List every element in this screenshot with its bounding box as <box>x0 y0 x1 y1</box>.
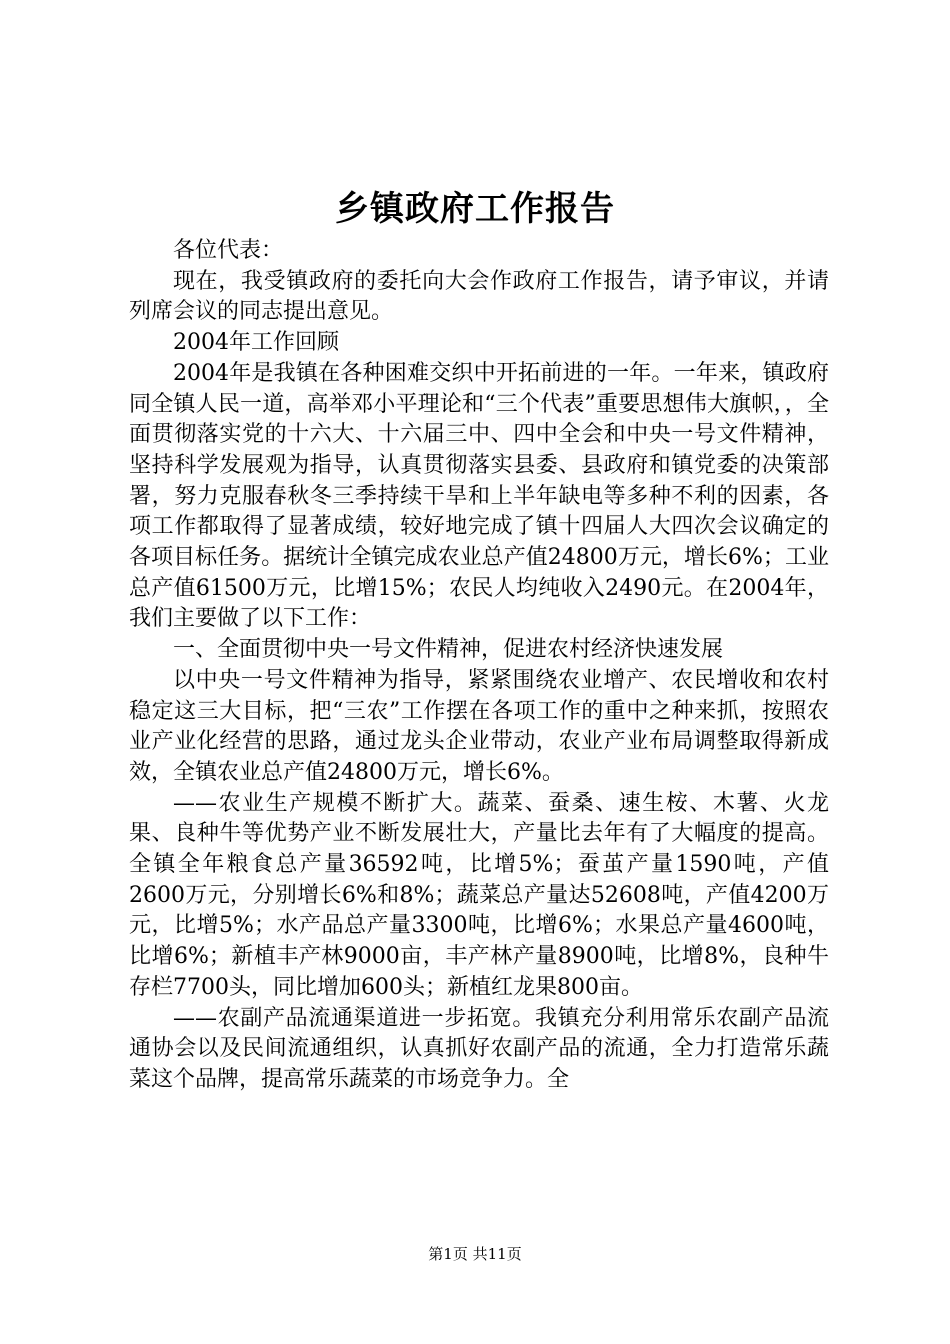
page-footer: 第1页 共11页 <box>428 1245 522 1263</box>
paragraph-agriculture: 以中央一号文件精神为指导，紧紧围绕农业增产、农民增收和农村稳定这三大目标，把“三农”工作摆在各项工作的重中之种来抓，按照农业产业化经营的思路，通过龙头企业带动，农业产业布局调整取得新成效，全镇农业总产值24800万元，增长6%。 <box>129 667 829 785</box>
paragraph-intro: 现在，我受镇政府的委托向大会作政府工作报告，请予审议，并请列席会议的同志提出意见。 <box>129 268 829 325</box>
paragraph-salutation: 各位代表： <box>173 238 284 263</box>
section-heading-review: 2004年工作回顾 <box>173 330 339 356</box>
document-body <box>129 236 829 1096</box>
section-heading-one: 一、全面贯彻中央一号文件精神，促进农村经济快速发展 <box>173 637 724 663</box>
paragraph-review-summary: 2004年是我镇在各种困难交织中开拓前进的一年。一年来，镇政府同全镇人民一道，高举邓小平理论和“三个代表”重要思想伟大旗帜，，全面贯彻落实党的十六大、十六届三中、四中全会和中央一号文件精神，坚持科学发展观为指导，认真贯彻落实县委、县政府和镇党委的决策部署，努力克服春秋冬三季持续干旱和上半年缺电等多种不利的因素，各项工作都取得了显著成绩，较好地完成了镇十四届人大四次会议确定的各项目标任务。据统计全镇完成农业总产值24800万元，增长6%；工业总产值61500万元，比增15%；农民人均纯收入2490元。在2004年，我们主要做了以下工作： <box>129 360 829 632</box>
paragraph-production-scale: ——农业生产规模不断扩大。蔬菜、蚕桑、速生桉、木薯、火龙果、良种牛等优势产业不断发展壮大，产量比去年有了大幅度的提高。全镇全年粮食总产量36592吨，比增5%；蚕茧产量1590吨，产值2600万元，分别增长6%和8%；蔬菜总产量达52608吨，产值4200万元，比增5%；水产品总产量3300吨，比增6%；水果总产量4600吨，比增6%；新植丰产林9000亩，丰产林产量8900吨，比增8%，良种牛存栏7700头，同比增加600头；新植红龙果800亩。 <box>129 790 829 1000</box>
document-title: 乡镇政府工作报告 <box>335 189 615 229</box>
paragraph-distribution: ——农副产品流通渠道进一步拓宽。我镇充分利用常乐农副产品流通协会以及民间流通组织，认真抓好农副产品的流通，全力打造常乐蔬菜这个品牌，提高常乐蔬菜的市场竞争力。全 <box>129 1005 829 1092</box>
